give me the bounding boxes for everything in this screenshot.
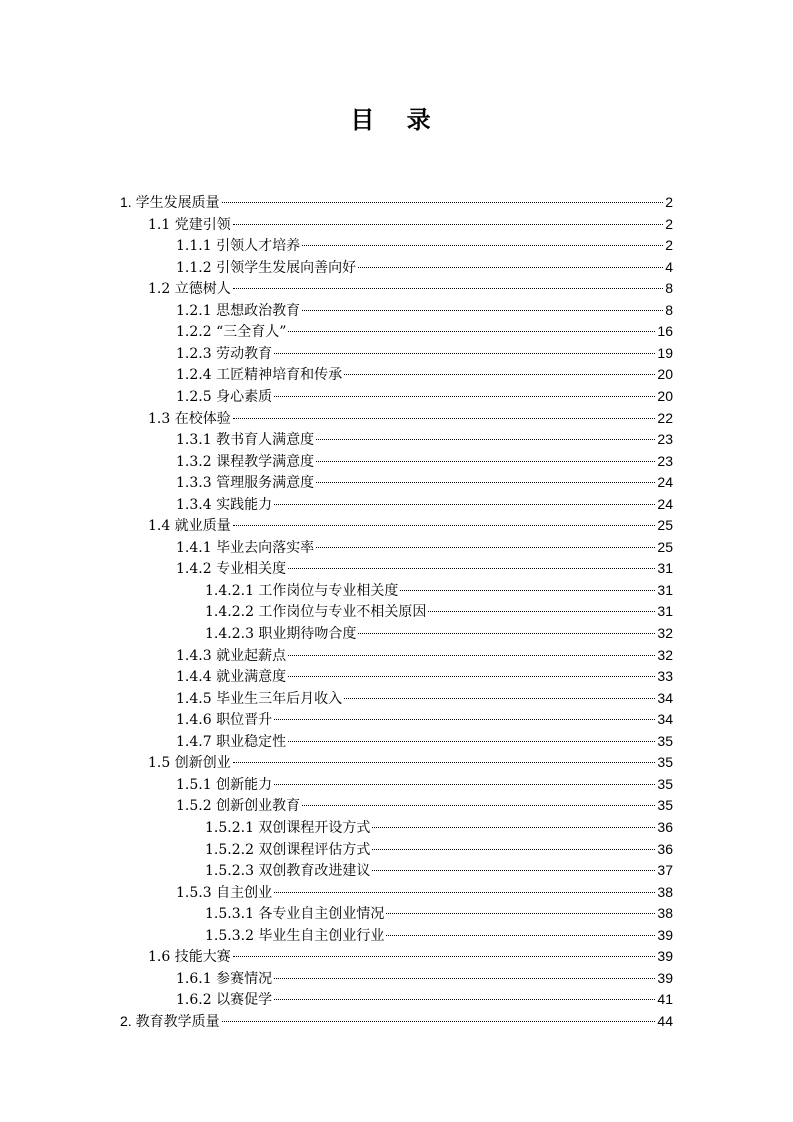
toc-dot-leader — [372, 849, 655, 850]
toc-entry[interactable] — [176, 774, 673, 795]
toc-page-number: 31 — [657, 581, 673, 598]
toc-entry[interactable] — [176, 386, 673, 407]
toc-entry[interactable] — [205, 860, 673, 881]
toc-page-number: 23 — [657, 431, 673, 448]
toc-page-number: 35 — [657, 775, 673, 792]
toc-page-number: 39 — [657, 926, 673, 943]
toc-entry-label: 1.4 就业质量 — [148, 518, 231, 535]
toc-entry[interactable] — [176, 795, 673, 816]
toc-page-number: 32 — [657, 625, 673, 641]
toc-entry-label: 1.5 创新创业 — [148, 755, 231, 772]
toc-page-number: 31 — [657, 603, 673, 620]
toc-page-number: 39 — [657, 948, 673, 965]
toc-page-number: 23 — [657, 452, 673, 469]
toc-entry-label: 1.3 在校体验 — [148, 410, 231, 427]
toc-entry[interactable] — [176, 731, 673, 752]
toc-dot-leader — [222, 202, 664, 203]
toc-dot-leader — [316, 461, 655, 462]
toc-dot-leader — [302, 310, 663, 311]
page-title: 目 录 — [350, 106, 443, 134]
toc-entry-label: 1.5.2 创新创业教育 — [176, 798, 301, 815]
toc-entry[interactable] — [205, 925, 673, 946]
toc-entry[interactable] — [148, 278, 673, 299]
toc-entry[interactable] — [205, 903, 673, 924]
toc-entry-label: 1.4.2.3 职业期待吻合度 — [205, 626, 357, 642]
toc-dot-leader — [233, 288, 663, 289]
toc-entry[interactable] — [176, 709, 673, 730]
toc-page-number: 22 — [657, 409, 673, 426]
toc-entry-label: 1. 学生发展质量 — [120, 194, 220, 210]
toc-entry[interactable] — [176, 989, 673, 1010]
toc-entry-label: 1.2.1 思想政治教育 — [176, 302, 301, 319]
toc-entry[interactable] — [176, 666, 673, 687]
toc-page-number: 24 — [657, 495, 673, 512]
toc-dot-leader — [288, 331, 655, 332]
toc-page-number: 2 — [665, 215, 673, 232]
toc-dot-leader — [372, 870, 655, 871]
toc-entry[interactable] — [205, 601, 673, 622]
toc-dot-leader — [288, 568, 655, 569]
toc-page-number: 37 — [657, 862, 673, 879]
toc-dot-leader — [316, 439, 655, 440]
toc-entry[interactable] — [176, 364, 673, 385]
toc-page-number: 33 — [657, 668, 673, 685]
toc-entry[interactable] — [176, 321, 673, 342]
toc-page-number: 34 — [657, 689, 673, 706]
toc-entry-label: 1.3.4 实践能力 — [176, 496, 273, 513]
toc-entry[interactable] — [176, 451, 673, 472]
toc-dot-leader — [316, 547, 655, 548]
toc-dot-leader — [274, 504, 655, 505]
toc-entry-label: 1.5.3.2 毕业生自主创业行业 — [205, 927, 385, 944]
toc-dot-leader — [316, 482, 655, 483]
toc-entry[interactable] — [148, 408, 673, 429]
toc-page-number: 31 — [657, 560, 673, 577]
toc-entry[interactable] — [148, 946, 673, 967]
toc-entry-label: 1.3.1 教书育人满意度 — [176, 432, 315, 449]
toc-entry-label: 1.4.2 专业相关度 — [176, 561, 287, 578]
toc-page-number: 8 — [665, 280, 673, 297]
toc-entry[interactable] — [176, 257, 673, 278]
toc-entry-label: 1.5.3 自主创业 — [176, 884, 273, 901]
toc-page-number: 34 — [657, 711, 673, 728]
toc-entry-label: 1.4.2.1 工作岗位与专业相关度 — [205, 582, 399, 599]
toc-dot-leader — [274, 353, 655, 354]
toc-entry[interactable] — [205, 623, 673, 644]
toc-entry[interactable] — [176, 235, 673, 256]
toc-page-number: 25 — [657, 517, 673, 534]
toc-page-number: 4 — [665, 258, 673, 275]
toc-dot-leader — [428, 611, 655, 612]
toc-entry[interactable] — [205, 817, 673, 838]
toc-page-number: 24 — [657, 474, 673, 491]
toc-entry-label: 1.1 党建引领 — [148, 216, 231, 233]
toc-dot-leader — [233, 418, 656, 419]
toc-entry[interactable] — [176, 429, 673, 450]
toc-page-number: 38 — [657, 883, 673, 900]
toc-entry-label: 1.5.3.1 各专业自主创业情况 — [205, 906, 385, 923]
toc-dot-leader — [344, 374, 655, 375]
toc-page-number: 2 — [665, 194, 673, 210]
toc-entry-label: 1.4.4 就业满意度 — [176, 669, 287, 686]
toc-entry-label: 1.4.1 毕业去向落实率 — [176, 539, 315, 556]
toc-dot-leader — [386, 935, 655, 936]
toc-entry-label: 1.6.2 以赛促学 — [176, 992, 273, 1009]
toc-entry[interactable] — [205, 839, 673, 860]
toc-entry-label: 1.5.2.2 双创课程评估方式 — [205, 841, 371, 858]
toc-page-number: 39 — [657, 969, 673, 986]
toc-page-number: 35 — [657, 732, 673, 749]
toc-dot-leader — [233, 224, 663, 225]
toc-dot-leader — [274, 719, 655, 720]
toc-entry[interactable] — [176, 968, 673, 989]
toc-entry-label: 1.1.2 引领学生发展向善向好 — [176, 259, 357, 276]
toc-dot-leader — [288, 676, 655, 677]
toc-dot-leader — [302, 805, 655, 806]
toc-dot-leader — [372, 827, 655, 828]
toc-dot-leader — [222, 1021, 656, 1022]
toc-entry-label: 1.4.3 就业起薪点 — [176, 647, 287, 664]
toc-dot-leader — [233, 525, 656, 526]
toc-entry-label: 1.4.7 职业稳定性 — [176, 733, 287, 750]
toc-entry-label: 1.3.3 管理服务满意度 — [176, 475, 315, 492]
toc-entry-label: 1.2.4 工匠精神培育和传承 — [176, 367, 343, 384]
toc-entry[interactable] — [176, 882, 673, 903]
toc-page-number: 35 — [657, 754, 673, 771]
toc-entry-label: 1.5.1 创新能力 — [176, 776, 273, 793]
toc-dot-leader — [274, 396, 655, 397]
toc-entry[interactable] — [205, 580, 673, 601]
toc-dot-leader — [358, 633, 655, 634]
toc-dot-leader — [386, 913, 655, 914]
toc-entry[interactable] — [176, 494, 673, 515]
toc-dot-leader — [302, 245, 663, 246]
toc-entry-label: 1.4.2.2 工作岗位与专业不相关原因 — [205, 604, 427, 621]
toc-dot-leader — [358, 267, 663, 268]
toc-entry[interactable] — [176, 472, 673, 493]
toc-entry[interactable] — [176, 343, 673, 364]
toc-dot-leader — [274, 892, 655, 893]
toc-entry-label: 1.2.3 劳动教育 — [176, 345, 273, 362]
toc-dot-leader — [274, 999, 655, 1000]
toc-entry-label: 1.2 立德树人 — [148, 281, 231, 298]
toc-page-number: 19 — [657, 344, 673, 361]
toc-page-number: 8 — [665, 301, 673, 318]
toc-page-number: 25 — [657, 538, 673, 555]
toc-entry[interactable] — [176, 537, 673, 558]
toc-entry-label: 1.2.2 “三全育人” — [176, 324, 287, 341]
toc-dot-leader — [233, 762, 656, 763]
toc-page-number: 16 — [657, 323, 673, 340]
toc-entry-label: 1.5.2.3 双创教育改进建议 — [205, 863, 371, 880]
toc-page-number: 20 — [657, 366, 673, 383]
toc-page-number: 35 — [657, 797, 673, 814]
toc-entry-label: 1.6.1 参赛情况 — [176, 970, 273, 987]
toc-dot-leader — [344, 698, 655, 699]
toc-entry-label: 2. 教育教学质量 — [120, 1012, 220, 1029]
toc-entry[interactable] — [120, 1011, 673, 1032]
toc-entry[interactable] — [148, 515, 673, 536]
toc-dot-leader — [274, 978, 655, 979]
toc-entry[interactable] — [120, 192, 673, 213]
toc-page-number: 44 — [657, 1012, 673, 1029]
toc-entry[interactable] — [148, 752, 673, 773]
toc-page-number: 38 — [657, 905, 673, 922]
toc-page-number: 36 — [657, 840, 673, 857]
toc-page-number: 32 — [657, 646, 673, 663]
toc-dot-leader — [288, 655, 655, 656]
toc-dot-leader — [288, 741, 655, 742]
toc-page-number: 41 — [657, 991, 673, 1008]
toc-dot-leader — [233, 956, 656, 957]
toc-entry[interactable] — [176, 558, 673, 579]
toc-page-number: 20 — [657, 387, 673, 404]
toc-entry-label: 1.1.1 引领人才培养 — [176, 238, 301, 255]
toc-entry-label: 1.6 技能大赛 — [148, 949, 231, 966]
toc-dot-leader — [400, 590, 655, 591]
toc-entry-label: 1.2.5 身心素质 — [176, 388, 273, 405]
toc-entry-label: 1.5.2.1 双创课程开设方式 — [205, 819, 371, 836]
toc-entry-label: 1.4.5 毕业生三年后月收入 — [176, 690, 343, 707]
toc-entry-label: 1.3.2 课程教学满意度 — [176, 453, 315, 470]
toc-page-number: 2 — [665, 237, 673, 254]
toc-entry[interactable] — [176, 645, 673, 666]
toc-entry[interactable] — [148, 214, 673, 235]
toc-entry[interactable] — [176, 688, 673, 709]
toc-entry-label: 1.4.6 职位晋升 — [176, 712, 273, 729]
toc-page-number: 36 — [657, 818, 673, 835]
toc-entry[interactable] — [176, 300, 673, 321]
toc-dot-leader — [274, 784, 655, 785]
